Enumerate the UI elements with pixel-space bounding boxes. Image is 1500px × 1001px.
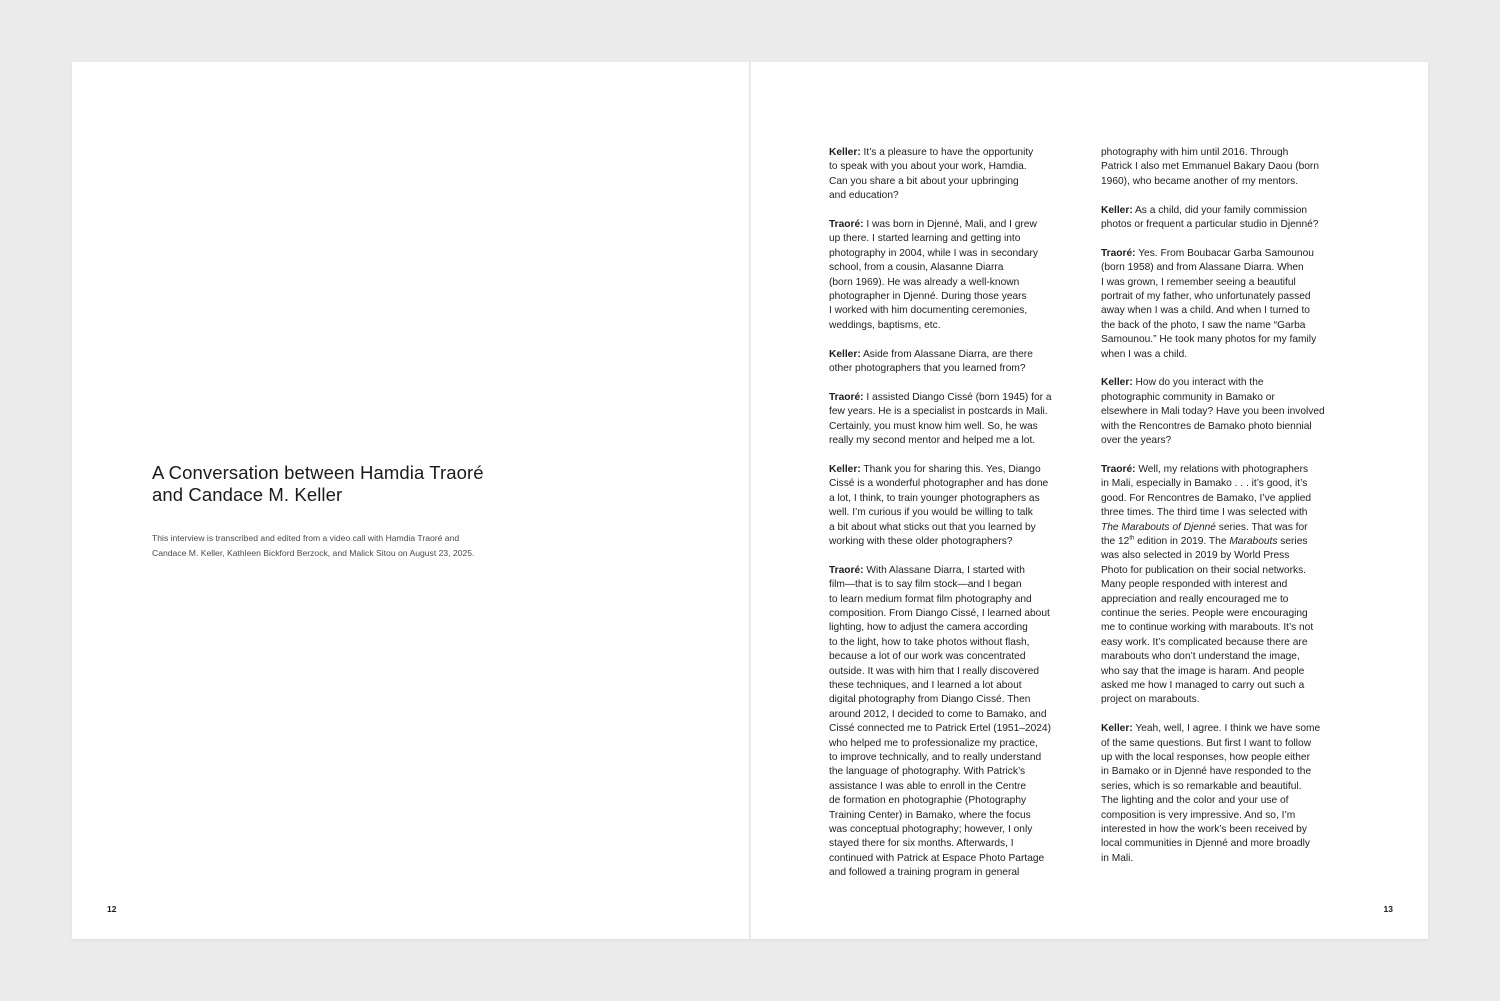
text-line: over the years? bbox=[1101, 435, 1172, 447]
text-line: photography with him until 2016. Through bbox=[1101, 147, 1289, 158]
italic-title: Marabouts bbox=[1229, 535, 1278, 547]
text-line: Many people responded with interest and bbox=[1101, 579, 1288, 591]
text-line bbox=[1101, 376, 1363, 390]
text-line: and education? bbox=[829, 190, 899, 202]
text-line: Can you share a bit about your upbringing bbox=[829, 175, 1019, 187]
text-line: project on marabouts. bbox=[1101, 694, 1200, 706]
text-line: a bit about what sticks out that you learned by bbox=[829, 521, 1036, 533]
text-line: these techniques, and I learned a lot about bbox=[829, 679, 1022, 691]
title-line: and Candace M. Keller bbox=[152, 484, 343, 505]
text-line: digital photography from Diango Cissé. Then bbox=[829, 694, 1031, 706]
ordinal-suffix: th bbox=[1129, 535, 1135, 542]
text-line: appreciation and really encouraged me to bbox=[1101, 593, 1289, 605]
text-line: working with these older photographers? bbox=[829, 535, 1013, 547]
text-line: Samounou.” He took many photos for my family bbox=[1101, 334, 1317, 346]
text-column-2 bbox=[1101, 146, 1363, 881]
speaker-name: Traoré: bbox=[1101, 463, 1136, 475]
text-line bbox=[1101, 722, 1363, 736]
interview-paragraph bbox=[1101, 247, 1363, 362]
text-line: Cissé connected me to Patrick Ertel (1951–2024) bbox=[829, 723, 1051, 735]
intro-note bbox=[152, 531, 592, 560]
text-line: Certainly, you must know him well. So, he was bbox=[829, 420, 1038, 432]
speaker-name: Keller: bbox=[829, 348, 861, 360]
text-line bbox=[1101, 535, 1363, 549]
text-line: portrait of my father, who unfortunately passed bbox=[1101, 291, 1311, 303]
interview-paragraph bbox=[1101, 722, 1363, 866]
text-line bbox=[1101, 521, 1363, 535]
line-text: Yeah, well, I agree. I think we have some bbox=[1132, 723, 1321, 735]
title-block bbox=[152, 462, 592, 560]
text-line: because a lot of our work was concentrated bbox=[829, 651, 1026, 663]
text-line: to speak with you about your work, Hamdia. bbox=[829, 161, 1027, 173]
text-line: school, from a cousin, Alasanne Diarra bbox=[829, 262, 1004, 274]
text-line: to learn medium format film photography and bbox=[829, 593, 1032, 605]
line-text: Yes. From Boubacar Garba Samounou bbox=[1135, 247, 1314, 259]
text-line: away when I was a child. And when I turned to bbox=[1101, 305, 1310, 317]
text-line: up with the local responses, how people either bbox=[1101, 751, 1310, 763]
text-line: with the Rencontres de Bamako photo biennial bbox=[1101, 420, 1312, 432]
article-title bbox=[152, 462, 592, 506]
text-line: elsewhere in Mali today? Have you been involved bbox=[1101, 406, 1325, 418]
text-line: to improve technically, and to really understand bbox=[829, 751, 1042, 763]
text-line: 1960), who became another of my mentors. bbox=[1101, 175, 1299, 187]
speaker-name: Traoré: bbox=[829, 219, 864, 231]
text-line: easy work. It’s complicated because there are bbox=[1101, 636, 1308, 648]
text-line: composition. From Diango Cissé, I learned about bbox=[829, 607, 1050, 619]
line-text: Thank you for sharing this. Yes, Diango bbox=[860, 463, 1041, 475]
speaker-name: Traoré: bbox=[829, 564, 864, 576]
interview-paragraph bbox=[829, 564, 1091, 881]
text-line: I was grown, I remember seeing a beautiful bbox=[1101, 276, 1296, 288]
text-line: (born 1969). He was already a well-known bbox=[829, 276, 1020, 288]
text-line: The lighting and the color and your use of bbox=[1101, 795, 1289, 807]
text-line: asked me how I managed to carry out such a bbox=[1101, 679, 1305, 691]
text-line: Photo for publication on their social networks. bbox=[1101, 564, 1306, 576]
text-line: film—that is to say film stock—and I began bbox=[829, 579, 1022, 591]
text-line: really my second mentor and helped me a lot. bbox=[829, 435, 1036, 447]
text-line bbox=[1101, 247, 1363, 261]
text-line: in Mali, especially in Bamako . . . it’s good, it’s bbox=[1101, 478, 1308, 490]
text-line: photographic community in Bamako or bbox=[1101, 391, 1275, 403]
text-line bbox=[829, 391, 1091, 405]
text-line: photography in 2004, while I was in secondary bbox=[829, 247, 1038, 259]
interview-paragraph bbox=[829, 463, 1091, 549]
text-line: three times. The third time I was selected with bbox=[1101, 507, 1308, 519]
text-line: the language of photography. With Patrick’s bbox=[829, 766, 1026, 778]
interview-paragraph bbox=[829, 218, 1091, 333]
text-line bbox=[829, 564, 1091, 578]
text-line: in Mali. bbox=[1101, 852, 1134, 864]
text-line: other photographers that you learned from? bbox=[829, 363, 1026, 375]
text-line: stayed there for six months. Afterwards, I bbox=[829, 838, 1014, 850]
text-line: who helped me to professionalize my practice, bbox=[829, 737, 1038, 749]
line-text: Aside from Alassane Diarra, are there bbox=[860, 348, 1033, 360]
interview-paragraph bbox=[1101, 146, 1363, 189]
text-line: of the same questions. But first I want to follow bbox=[1101, 737, 1312, 749]
text-line: was also selected in 2019 by World Press bbox=[1101, 550, 1290, 562]
text-line: when I was a child. bbox=[1101, 348, 1188, 360]
text-column-1 bbox=[829, 146, 1091, 895]
interview-paragraph bbox=[829, 348, 1091, 377]
intro-line: This interview is transcribed and edited from a video call with Hamdia Traoré and bbox=[152, 533, 460, 543]
speaker-name: Traoré: bbox=[1101, 247, 1136, 259]
speaker-name: Keller: bbox=[1101, 204, 1133, 216]
text-line: was conceptual photography; however, I only bbox=[829, 824, 1033, 836]
text-line: around 2012, I decided to come to Bamako, and bbox=[829, 708, 1047, 720]
text-line: Training Center) in Bamako, where the focus bbox=[829, 809, 1031, 821]
text-line: continued with Patrick at Espace Photo Partage bbox=[829, 852, 1045, 864]
text-line bbox=[829, 146, 1091, 160]
interview-paragraph bbox=[1101, 204, 1363, 233]
text-line bbox=[1101, 463, 1363, 477]
line-text: the 12 bbox=[1101, 535, 1130, 547]
interview-paragraph bbox=[829, 146, 1091, 204]
text-line: local communities in Djenné and more broadly bbox=[1101, 838, 1310, 850]
text-line: me to continue working with marabouts. It’s not bbox=[1101, 622, 1314, 634]
line-text: How do you interact with the bbox=[1132, 377, 1264, 389]
text-line: series, which is so remarkable and beautiful. bbox=[1101, 780, 1302, 792]
book-spread bbox=[72, 62, 1428, 939]
text-line: to the light, how to take photos without flash, bbox=[829, 636, 1030, 648]
text-line: marabouts who don’t understand the image, bbox=[1101, 651, 1300, 663]
text-line bbox=[1101, 204, 1363, 218]
text-line: lighting, how to adjust the camera according bbox=[829, 622, 1028, 634]
line-text: series bbox=[1277, 535, 1308, 547]
text-line: (born 1958) and from Alassane Diarra. When bbox=[1101, 262, 1304, 274]
text-line: well. I’m curious if you would be willing to talk bbox=[829, 507, 1033, 519]
text-line: Patrick I also met Emmanuel Bakary Daou (born bbox=[1101, 161, 1319, 173]
text-line: good. For Rencontres de Bamako, I’ve applied bbox=[1101, 492, 1312, 504]
title-line: A Conversation between Hamdia Traoré bbox=[152, 462, 484, 483]
text-line: outside. It was with him that I really discovered bbox=[829, 665, 1040, 677]
text-line: Cissé is a wonderful photographer and has done bbox=[829, 478, 1049, 490]
line-text: I assisted Diango Cissé (born 1945) for a bbox=[863, 391, 1052, 403]
text-line: who say that the image is haram. And people bbox=[1101, 665, 1305, 677]
text-line: de formation en photographie (Photography bbox=[829, 795, 1027, 807]
text-line: and followed a training program in general bbox=[829, 867, 1020, 879]
text-line: up there. I started learning and getting into bbox=[829, 233, 1021, 245]
text-line: I worked with him documenting ceremonies, bbox=[829, 305, 1028, 317]
page-number-left: 12 bbox=[107, 904, 117, 914]
speaker-name: Keller: bbox=[829, 147, 861, 158]
text-line bbox=[829, 218, 1091, 232]
text-line bbox=[829, 348, 1091, 362]
line-text: With Alassane Diarra, I started with bbox=[863, 564, 1025, 576]
interview-paragraph bbox=[829, 391, 1091, 449]
line-text: As a child, did your family commission bbox=[1132, 204, 1308, 216]
text-line: weddings, baptisms, etc. bbox=[829, 319, 941, 331]
intro-line: Candace M. Keller, Kathleen Bickford Berzock, and Malick Sitou on August 23, 2025. bbox=[152, 547, 475, 558]
text-line: assistance I was able to enroll in the Centre bbox=[829, 780, 1027, 792]
italic-title: The Marabouts of Djenné bbox=[1101, 521, 1216, 533]
text-line: photographer in Djenné. During those years bbox=[829, 291, 1027, 303]
speaker-name: Keller: bbox=[1101, 723, 1133, 735]
text-line: interested in how the work’s been received by bbox=[1101, 824, 1307, 836]
speaker-name: Keller: bbox=[1101, 377, 1133, 389]
text-line bbox=[829, 463, 1091, 477]
line-text: Well, my relations with photographers bbox=[1135, 463, 1309, 475]
book-gutter bbox=[749, 62, 751, 939]
text-line: continue the series. People were encouraging bbox=[1101, 607, 1308, 619]
text-line: a lot, I think, to train younger photographers as bbox=[829, 492, 1040, 504]
speaker-name: Keller: bbox=[829, 463, 861, 475]
right-page bbox=[750, 62, 1428, 939]
text-line: composition is very impressive. And so, I’m bbox=[1101, 809, 1296, 821]
speaker-name: Traoré: bbox=[829, 391, 864, 403]
left-page bbox=[72, 62, 750, 939]
line-text: It’s a pleasure to have the opportunity bbox=[860, 147, 1034, 158]
line-text: I was born in Djenné, Mali, and I grew bbox=[863, 219, 1037, 231]
text-line: photos or frequent a particular studio in Djenné? bbox=[1101, 219, 1319, 231]
text-line: few years. He is a specialist in postcards in Mali. bbox=[829, 406, 1048, 418]
interview-paragraph bbox=[1101, 376, 1363, 448]
text-line: in Bamako or in Djenné have responded to the bbox=[1101, 766, 1312, 778]
line-text: series. That was for bbox=[1215, 521, 1308, 533]
interview-paragraph bbox=[1101, 463, 1363, 708]
line-text: edition in 2019. The bbox=[1134, 535, 1230, 547]
text-line: the back of the photo, I saw the name “Garba bbox=[1101, 319, 1306, 331]
page-number-right: 13 bbox=[1383, 904, 1393, 914]
